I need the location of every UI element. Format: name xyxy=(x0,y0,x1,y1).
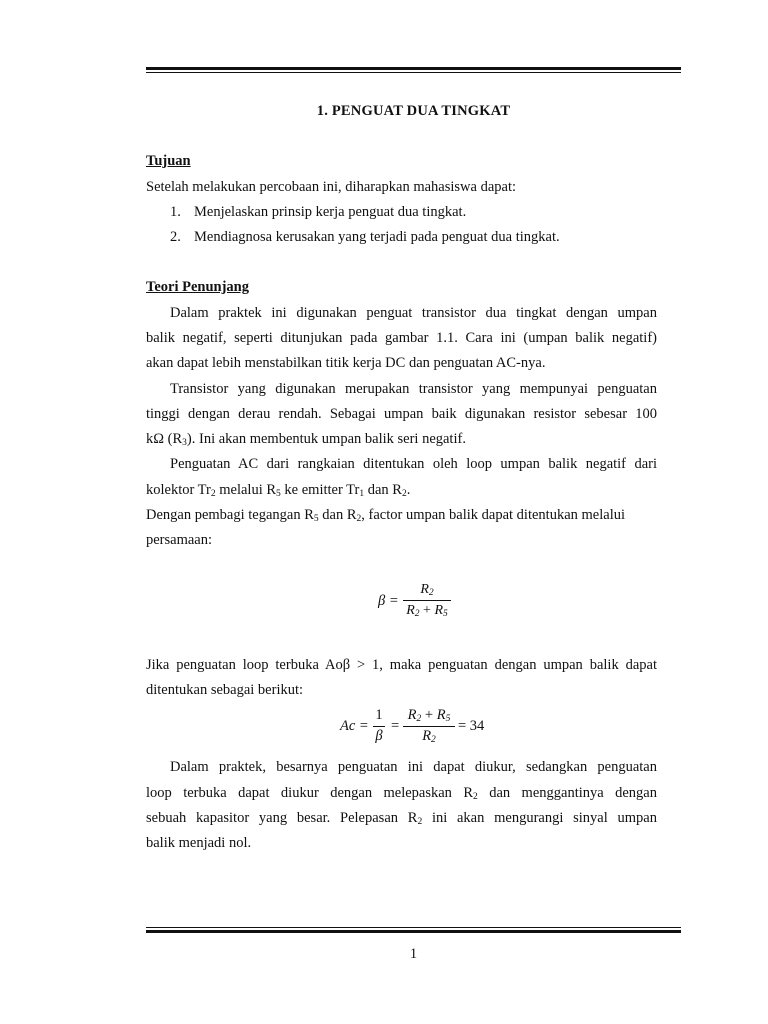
formula-fraction: 1 β xyxy=(373,707,385,745)
header-rule xyxy=(146,67,681,73)
formula-lhs: Ac = xyxy=(340,718,369,734)
paragraph-line: tinggi dengan derau rendah. Sebagai umpan baik digunakan resistor sebesar 100 xyxy=(146,406,657,422)
paragraph-line: loop terbuka dapat diukur dengan melepaskan $R_2$ dan menggantinya dengan xyxy=(146,785,657,802)
paragraph-line: kΩ $(R_3)$. Ini akan membentuk umpan balik seri negatif. xyxy=(146,431,466,448)
paragraph-line: Dalam praktek ini digunakan penguat transistor dua tingkat dengan umpan xyxy=(170,305,657,321)
page-title: 1. PENGUAT DUA TINGKAT xyxy=(316,103,511,119)
formula-ac: Ac = 1 β = $R_2 + R_5$ $R_2$ = 34 xyxy=(340,707,485,745)
list-item-text: Menjelaskan prinsip kerja penguat dua tingkat. xyxy=(194,204,467,220)
footer-rule xyxy=(146,927,681,933)
page-number: 1 xyxy=(409,946,418,962)
formula-beta xyxy=(378,582,468,622)
formula-fraction: $R_2$ $R_2 + R_5$ xyxy=(403,582,451,619)
paragraph-line: Dalam praktek, besarnya penguatan ini dapat diukur, sedangkan penguatan xyxy=(170,759,657,775)
paragraph-line: Transistor yang digunakan merupakan transistor yang mempunyai penguatan xyxy=(170,381,657,397)
paragraph-line: sebuah kapasitor yang besar. Pelepasan $R_2$ ini akan mengurangi sinyal umpan xyxy=(146,810,657,827)
paragraph-line: persamaan: xyxy=(146,532,213,548)
paragraph-line: akan dapat lebih menstabilkan titik kerja DC dan penguatan AC-nya. xyxy=(146,355,546,371)
paragraph-line: ditentukan sebagai berikut: xyxy=(146,682,304,698)
paragraph-line: Jika penguatan loop terbuka Aoβ > 1, maka penguatan dengan umpan balik dapat xyxy=(146,657,657,673)
paragraph-line: Dengan pembagi tegangan $R_5$ dan $R_2$, factor umpan balik dapat ditentukan melalui xyxy=(146,507,625,524)
tujuan-intro: Setelah melakukan percobaan ini, diharapkan mahasiswa dapat: xyxy=(146,179,517,195)
paragraph-line: Penguatan AC dari rangkaian ditentukan oleh loop umpan balik negatif dari xyxy=(170,456,657,472)
list-item-text: Mendiagnosa kerusakan yang terjadi pada penguat dua tingkat. xyxy=(194,229,560,245)
paragraph-line: kolektor $Tr_2$ melalui $R_5$ ke emitter $Tr_1$ dan $R_2$. xyxy=(146,482,411,499)
list-item-number: 2. xyxy=(170,229,181,245)
paragraph-line: balik negatif, seperti ditunjukan pada gambar 1.1. Cara ini (umpan balik negatif) xyxy=(146,330,657,346)
paragraph-line: balik menjadi nol. xyxy=(146,835,252,851)
formula-result: = 34 xyxy=(458,718,485,734)
formula-fraction: $R_2 + R_5$ $R_2$ xyxy=(403,707,455,745)
list-item-number: 1. xyxy=(170,204,181,220)
formula-lhs: β = xyxy=(378,593,399,609)
section-heading-tujuan: Tujuan xyxy=(146,153,191,169)
section-heading-teori: Teori Penunjang xyxy=(146,279,249,295)
